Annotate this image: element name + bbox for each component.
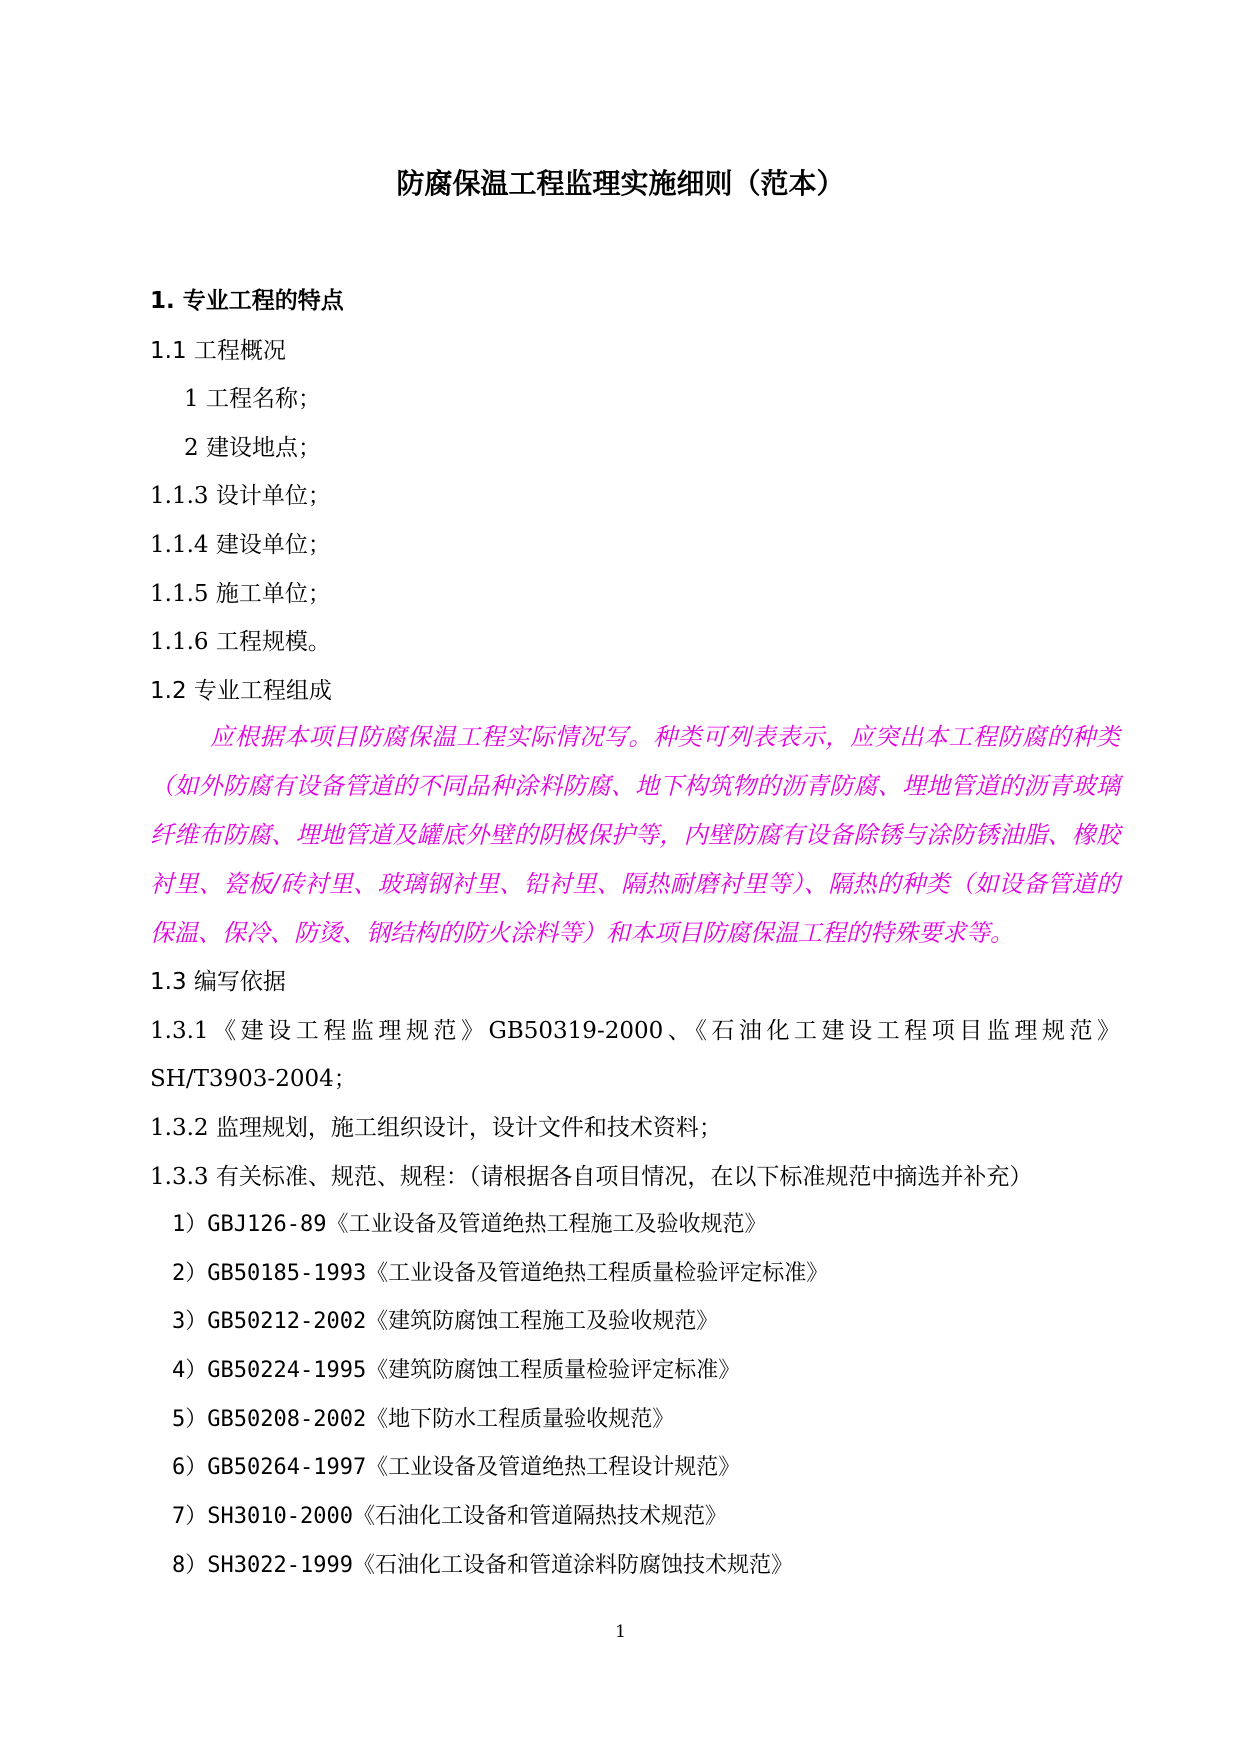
section-1-2-heading: 1.2 专业工程组成 xyxy=(150,678,332,704)
standard-item-7: 7）SH3010-2000《石油化工设备和管道隔热技术规范》 xyxy=(172,1504,727,1529)
basis-1-3-1-line-2: SH/T3903-2004； xyxy=(150,1066,357,1092)
page-number: 1 xyxy=(615,1622,626,1642)
standard-item-3: 3）GB50212-2002《建筑防腐蚀工程施工及验收规范》 xyxy=(172,1309,719,1334)
section-1-heading: 1. 专业工程的特点 xyxy=(150,288,344,314)
document-title: 防腐保温工程监理实施细则（范本） xyxy=(396,167,845,200)
standard-item-2: 2）GB50185-1993《工业设备及管道绝热工程质量检验评定标准》 xyxy=(172,1261,829,1286)
basis-1-3-1-line-1: 1.3.1《建设工程监理规范》GB50319-2000、《石油化工建设工程项目监理规范》 xyxy=(150,1018,1120,1044)
standard-item-1: 1）GBJ126-89《工业设备及管道绝热工程施工及验收规范》 xyxy=(172,1212,767,1237)
project-location-item: 2 建设地点； xyxy=(184,435,321,461)
contractor-item: 1.1.5 施工单位； xyxy=(150,581,331,607)
project-scale-item: 1.1.6 工程规模。 xyxy=(150,629,331,655)
design-unit-item: 1.1.3 设计单位； xyxy=(150,483,331,509)
standard-item-8: 8）SH3022-1999《石油化工设备和管道涂料防腐蚀技术规范》 xyxy=(172,1553,793,1578)
composition-guidance-note: 应根据本项目防腐保温工程实际情况写。种类可列表表示，应突出本工程防腐的种类（如外防腐有设备管道的不同品种涂料防腐、地下构筑物的沥青防腐、埋地管道的沥青玻璃纤维布防腐、埋地管道及罐底外壁的阴极保护等，内壁防腐有设备除锈与涂防锈油脂、橡胶衬里、瓷板/砖衬里、玻璃钢衬里、铅衬里、隔热耐磨衬里等）、隔热的种类（如设备管道的保温、保冷、防烫、钢结构的防火涂料等）和本项目防腐保温工程的特殊要求等。 xyxy=(150,723,1120,947)
construction-owner-item: 1.1.4 建设单位； xyxy=(150,532,331,558)
project-name-item: 1 工程名称； xyxy=(184,386,321,412)
basis-1-3-3: 1.3.3 有关标准、规范、规程：（请根据各自项目情况，在以下标准规范中摘选并补充） xyxy=(150,1164,1033,1190)
basis-1-3-2: 1.3.2 监理规划，施工组织设计，设计文件和技术资料； xyxy=(150,1115,722,1141)
standard-item-4: 4）GB50224-1995《建筑防腐蚀工程质量检验评定标准》 xyxy=(172,1358,741,1383)
section-1-3-heading: 1.3 编写依据 xyxy=(150,969,286,995)
standard-item-6: 6）GB50264-1997《工业设备及管道绝热工程设计规范》 xyxy=(172,1455,741,1480)
section-1-1-heading: 1.1 工程概况 xyxy=(150,338,286,364)
standard-item-5: 5）GB50208-2002《地下防水工程质量验收规范》 xyxy=(172,1407,675,1432)
